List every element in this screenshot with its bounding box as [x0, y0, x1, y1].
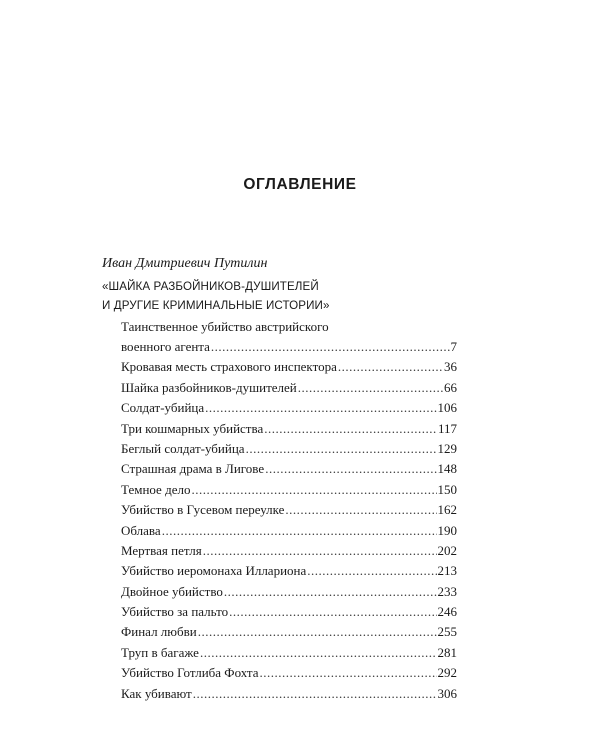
- toc-entry[interactable]: [121, 541, 457, 561]
- dot-leader: [198, 622, 437, 642]
- dot-leader: [229, 602, 436, 622]
- toc-entry-title: Убийство иеромонаха Иллариона: [121, 563, 307, 579]
- toc-entry-title: Финал любви: [121, 624, 197, 640]
- dot-leader: [224, 582, 437, 602]
- collection-title-line-2: И ДРУГИЕ КРИМИНАЛЬНЫЕ ИСТОРИИ»: [102, 299, 330, 312]
- toc-entry-page: 7: [450, 339, 457, 354]
- dot-leader: [200, 643, 437, 663]
- toc-entry-title: Беглый солдат-убийца: [121, 440, 245, 456]
- toc-list: [121, 317, 457, 704]
- dot-leader: [205, 398, 436, 418]
- toc-entry-title: Темное дело: [121, 481, 191, 497]
- toc-entry-title: Убийство Готлиба Фохта: [121, 665, 259, 681]
- toc-entry-page: 36: [444, 359, 457, 375]
- toc-entry-page: 106: [437, 400, 457, 416]
- toc-entry-page: 66: [444, 379, 457, 395]
- toc-entry-page: 190: [437, 522, 457, 538]
- toc-entry-page: 150: [437, 481, 457, 497]
- toc-entry-page: 148: [437, 461, 457, 477]
- toc-entry-page: 281: [437, 644, 457, 660]
- toc-entry-page: 246: [437, 604, 457, 620]
- toc-entry[interactable]: [121, 561, 457, 581]
- toc-entry-page: 255: [437, 624, 457, 640]
- dot-leader: [307, 561, 436, 581]
- toc-entry[interactable]: [121, 521, 457, 541]
- toc-entry[interactable]: [121, 622, 457, 642]
- toc-entry[interactable]: [121, 480, 457, 500]
- toc-entry[interactable]: [121, 357, 457, 377]
- toc-entry[interactable]: [121, 602, 457, 622]
- dot-leader: [298, 378, 443, 398]
- toc-entry-title: Как убивают: [121, 685, 192, 701]
- collection-title: [102, 277, 330, 315]
- dot-leader: [265, 459, 436, 479]
- collection-title-line-1: «ШАЙКА РАЗБОЙНИКОВ-ДУШИТЕЛЕЙ: [102, 280, 319, 293]
- toc-entry[interactable]: [121, 459, 457, 479]
- dot-leader: [260, 663, 437, 683]
- toc-entry-title-line: Таинственное убийство австрийского: [121, 319, 329, 334]
- toc-entry-title: Двойное убийство: [121, 583, 223, 599]
- dot-leader: [285, 500, 436, 520]
- toc-entry[interactable]: [121, 337, 457, 357]
- toc-entry-title: Шайка разбойников-душителей: [121, 379, 297, 395]
- toc-entry[interactable]: [121, 439, 457, 459]
- toc-entry-title: Мертвая петля: [121, 542, 202, 558]
- toc-entry[interactable]: [121, 419, 457, 439]
- dot-leader: [264, 419, 437, 439]
- toc-entry-title: Облава: [121, 522, 161, 538]
- toc-entry-page: 213: [437, 563, 457, 579]
- toc-entry[interactable]: [121, 500, 457, 520]
- page-title: ОГЛАВЛЕНИЕ: [243, 176, 357, 193]
- toc-entry-page: 117: [437, 420, 457, 436]
- toc-entry-title: Страшная драма в Лиговe: [121, 461, 265, 477]
- toc-entry-title: Убийство за пальто: [121, 604, 229, 620]
- toc-entry-page: 233: [437, 583, 457, 599]
- toc-entry[interactable]: [121, 378, 457, 398]
- toc-entry[interactable]: [121, 643, 457, 663]
- toc-entry[interactable]: [121, 398, 457, 418]
- toc-entry[interactable]: [121, 684, 457, 704]
- dot-leader: [211, 337, 450, 357]
- dot-leader: [338, 357, 443, 377]
- toc-entry-title: военного агента: [121, 339, 210, 354]
- toc-entry-title: Солдат-убийца: [121, 400, 205, 416]
- toc-entry-page: 129: [437, 440, 457, 456]
- toc-entry-title: Убийство в Гусевом переулке: [121, 502, 285, 518]
- dot-leader: [162, 521, 437, 541]
- toc-entry-title: Труп в багаже: [121, 644, 199, 660]
- author-name: Иван Дмитриевич Путилин: [102, 256, 268, 271]
- toc-entry-page: 306: [437, 685, 457, 701]
- dot-leader: [203, 541, 437, 561]
- toc-entry[interactable]: [121, 582, 457, 602]
- toc-entry-page: 202: [437, 542, 457, 558]
- toc-entry-page: 162: [437, 502, 457, 518]
- toc-entry-title: Три кошмарных убийства: [121, 420, 264, 436]
- toc-entry-title: Кровавая месть страхового инспектора: [121, 359, 337, 375]
- dot-leader: [191, 480, 436, 500]
- toc-entry[interactable]: [121, 663, 457, 683]
- dot-leader: [193, 684, 437, 704]
- dot-leader: [246, 439, 437, 459]
- toc-entry-page: 292: [437, 665, 457, 681]
